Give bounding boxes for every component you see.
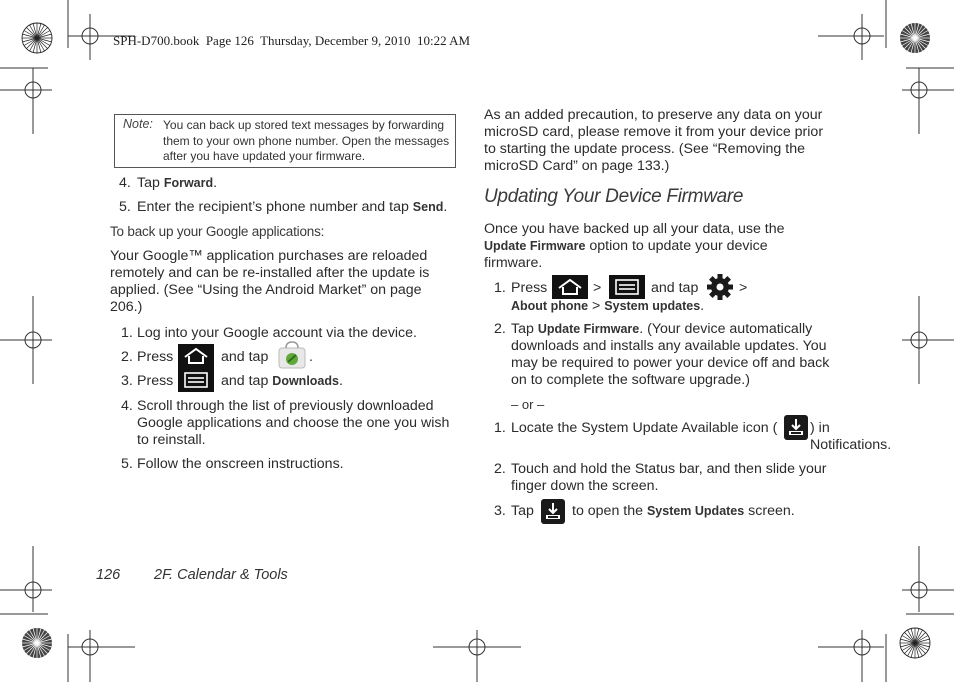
system-update-icon <box>784 415 808 440</box>
step-number: 5. <box>119 199 131 215</box>
step-text: Follow the onscreen instructions. <box>137 456 344 472</box>
note-box <box>114 114 456 168</box>
step-text-and-tap: and tap <box>221 349 269 365</box>
alt-step-text-end: screen. <box>748 503 795 519</box>
separator: > <box>739 280 748 296</box>
step-text: Press <box>137 349 174 365</box>
section-name: 2F. Calendar & Tools <box>154 567 288 583</box>
alt-step-number: 2. <box>494 461 506 477</box>
step-text: Log into your Google account via the device. <box>137 325 417 341</box>
step-number: 4. <box>119 175 131 191</box>
fw-step-text-end: . (Your device automatically downloads and installs any available updates. You may be required to power your device off and back on to complete the software upgrade.) <box>511 321 830 388</box>
step-scroll-text: Scroll through the list of previously downloaded Google applications and choose the one you wish to reinstall. <box>137 398 450 448</box>
step-login <box>121 325 417 342</box>
print-header: SPH-D700.book Page 126 Thursday, December 9, 2010 10:22 AM <box>113 33 471 48</box>
fw-step-text-and-tap: and tap <box>651 280 699 296</box>
market-icon <box>276 340 308 370</box>
keyword-system-updates: System updates <box>604 299 701 313</box>
keyword-downloads: Downloads <box>272 374 339 388</box>
settings-icon <box>706 273 734 301</box>
crosshair-mark-top-left <box>68 14 135 60</box>
keyword-send: Send <box>412 200 444 214</box>
separator: > <box>592 298 601 314</box>
keyword-forward: Forward <box>163 176 214 190</box>
fw-step-text: Press <box>511 280 548 296</box>
alt-step-number: 3. <box>494 503 506 519</box>
step-number: 5. <box>121 456 133 472</box>
step-text-downloads <box>221 373 343 390</box>
lead-text-end: option to update your device firmware. <box>484 238 768 271</box>
lead-paragraph <box>484 221 829 272</box>
crosshair-mark-bottom-center <box>433 630 521 682</box>
alt-step-text-open <box>572 503 795 520</box>
step-text-and-tap: and tap <box>221 373 269 389</box>
separator: > <box>593 280 602 296</box>
step-text: Tap <box>137 175 164 191</box>
section-title: Updating Your Device Firmware <box>484 186 744 207</box>
step-text: Press <box>137 373 174 389</box>
step-press-menu <box>121 373 174 390</box>
home-key-icon <box>178 344 214 368</box>
lead-text: Once you have backed up all your data, use the <box>484 221 785 237</box>
fw-step-number: 1. <box>494 280 506 296</box>
alt-step-text: Touch and hold the Status bar, and then slide your finger down the screen. <box>511 461 827 494</box>
crosshair-mark-left-middle <box>0 296 52 384</box>
subheading-google: To back up your Google applications: <box>110 224 325 239</box>
radial-mark-top-right <box>900 23 930 53</box>
fw-step-text: Tap <box>511 321 538 337</box>
alt-step-text-mid: to open the <box>572 503 643 519</box>
alt-step-text: Locate the System Update Available icon ( <box>511 420 778 436</box>
page-number: 126 <box>96 567 121 583</box>
crosshair-mark-bottom-right <box>818 630 884 682</box>
step-follow <box>121 456 344 473</box>
fw-step-number: 2. <box>494 321 506 337</box>
google-paragraph: Your Google™ application purchases are reloaded remotely and can be re-installed after the update is applied. (See “Using the Android Market” on page 206.) <box>110 248 430 315</box>
crosshair-mark-right-lower <box>902 546 954 612</box>
step-text-end: . <box>338 373 343 389</box>
home-key-icon <box>552 275 588 299</box>
step-number: 2. <box>121 349 133 365</box>
fw-step-text-end: . <box>700 298 705 314</box>
step-send <box>119 199 448 216</box>
step-forward <box>119 175 218 192</box>
crosshair-mark-top-right <box>818 14 884 60</box>
step-scroll <box>121 398 133 415</box>
system-update-icon <box>541 499 565 524</box>
crosshair-mark-bottom-left <box>68 630 135 682</box>
crosshair-mark-right-upper <box>902 68 954 134</box>
fw-path <box>511 298 704 315</box>
note-text: You can back up stored text messages by forwarding them to your own phone number. Open the messages after you have updated your firmware. <box>163 118 450 163</box>
step-press-home <box>121 349 174 371</box>
or-divider: – or – <box>511 397 545 412</box>
step-number: 3. <box>121 373 133 389</box>
keyword-system-updates: System Updates <box>646 504 745 518</box>
menu-key-icon <box>609 275 645 299</box>
alt-step-text: Tap <box>511 503 534 519</box>
keyword-about-phone: About phone <box>511 299 589 313</box>
radial-mark-bottom-left <box>22 628 52 658</box>
step-text-end: . <box>309 349 313 365</box>
crosshair-mark-left-upper <box>0 68 52 134</box>
alt-step-text-end: ) in Notifications. <box>810 420 892 453</box>
step-number: 4. <box>121 398 133 414</box>
precaution-paragraph: As an added precaution, to preserve any data on your microSD card, please remove it from your device prior to starting the update process. (See “Removing the microSD Card” on page 133.) <box>484 107 824 174</box>
step-text: Enter the recipient’s phone number and tap <box>137 199 413 215</box>
menu-key-icon <box>178 368 214 392</box>
crosshair-mark-right-middle <box>902 296 954 384</box>
alt-step-number: 1. <box>494 420 506 436</box>
fw-step-update-text <box>511 321 833 389</box>
step-text-end: . <box>213 175 218 191</box>
radial-mark-top-left <box>22 23 52 53</box>
step-number: 1. <box>121 325 133 341</box>
note-label: Note: <box>123 117 153 131</box>
keyword-update-firmware: Update Firmware <box>484 239 586 253</box>
radial-mark-bottom-right <box>900 628 930 658</box>
step-text-end: . <box>443 199 448 215</box>
crosshair-mark-left-lower <box>0 546 52 612</box>
keyword-update-firmware: Update Firmware <box>537 322 640 336</box>
